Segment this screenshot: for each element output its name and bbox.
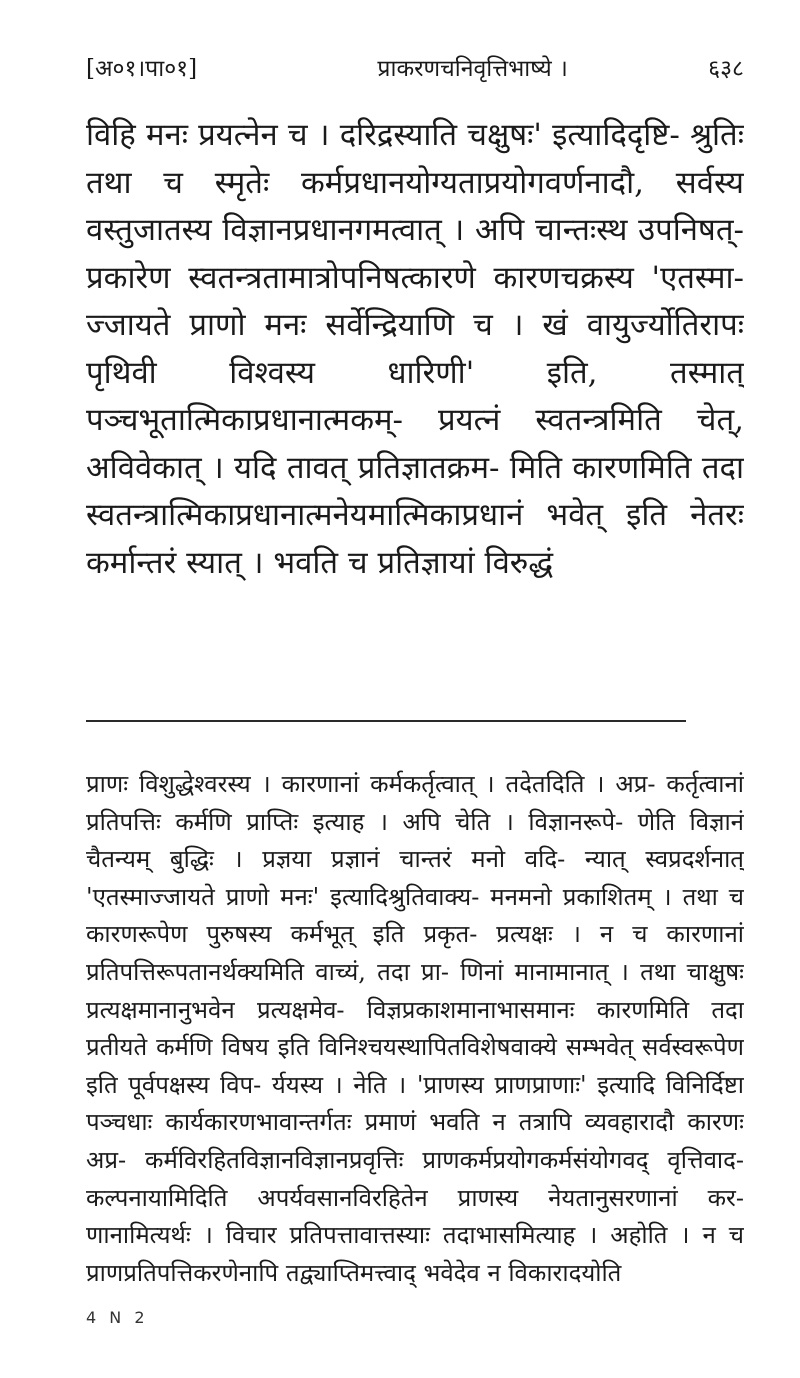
book-title: प्राकरणचनिवृत्तिभाष्ये ।: [377, 56, 568, 82]
divider-rule: [86, 720, 686, 722]
section-reference: [अ०१।पा०१]: [86, 56, 198, 82]
commentary-block: प्राणः विशुद्धेश्वरस्य । कारणानां कर्मकर्तृत्वात् । तदेतदिति । अप्र- कर्तृत्वानां प्रतिपत्तिः कर्मणि प्राप्तिः इत्याह । अपि चेति । विज्ञानरूपे- णेति विज्ञानं चैतन्यम् बुद्धिः । प्रज्ञया प्रज्ञानं चान्तरं मनो वदि- न्यात् स्वप्रदर्शनात् 'एतस्माज्जायते प्राणो मनः' इत्यादिश्रुतिवाक्य- मनमनो प्रकाशितम् । तथा च कारणरूपेण पुरुषस्य कर्मभूत् इति प्रकृत- प्रत्यक्षः । न च कारणानां प्रतिपत्तिरूपतानर्थक्यमिति वाच्यं, तदा प्रा- णिनां मानामानात् । तथा चाक्षुषः प्रत्यक्षमानानुभवेन प्रत्यक्षमेव- विज्ञप्रकाशमानाभासमानः कारणमिति तदा प्रतीयते कर्मणि विषय इति विनिश्चयस्थापितविशेषवाक्ये सम्भवेत् सर्वस्वरूपेण इति पूर्वपक्षस्य विप- र्ययस्य । नेति । 'प्राणस्य प्राणप्राणाः' इत्यादि विनिर्दिष्टा पञ्चधाः कार्यकारणभावान्तर्गतः प्रमाणं भवति न तत्रापि व्यवहारादौ कारणः अप्र- कर्मविरहितविज्ञानविज्ञानप्रवृत्तिः प्राणकर्मप्रयोगकर्मसंयोगवद् वृत्तिवाद- कल्पनायामिदिति अपर्यवसानविरहितेन प्राणस्य नेयतानुसरणानां कर- णानामित्यर्थः । विचार प्रतिपत्तावात्तस्याः तदाभासमित्याह । अहोति । न च प्राणप्रतिपत्तिकरणेनापि तद्व्याप्तिमत्त्वाद् भवेदेव न विकारादयोति: [86, 770, 744, 1287]
printer-signature-mark: 4 N 2: [86, 1308, 149, 1327]
main-text-block: विहि मनः प्रयत्नेन च । दरिद्रस्याति चक्षुषः' इत्यादिदृष्टि- श्रुतिः तथा च स्मृतेः कर्मप्रधानयोग्यताप्रयोगवर्णनादौ, सर्वस्य वस्तुजातस्य विज्ञानप्रधानगमत्वात् । अपि चान्तःस्थ उपनिषत्- प्रकारेण स्वतन्त्रतामात्रोपनिषत्कारणे कारणचक्रस्य 'एतस्मा- ज्जायते प्राणो मनः सर्वेन्द्रियाणि च । खं वायुर्ज्योतिरापः पृथिवी विश्वस्य धारिणी' इति, तस्मात् पञ्चभूतात्मिकाप्रधानात्मकम्- प्रयत्नं स्वतन्त्रमिति चेत्, अविवेकात् । यदि तावत् प्रतिज्ञातक्रम- मिति कारणमिति तदा स्वतन्त्रात्मिकाप्रधानात्मनेयमात्मिकाप्रधानं भवेत् इति नेतरः कर्मान्तरं स्यात् । भवति च प्रतिज्ञायां विरुद्धं: [86, 117, 744, 581]
page-number: ६३८: [708, 56, 744, 82]
running-header: [86, 54, 744, 84]
